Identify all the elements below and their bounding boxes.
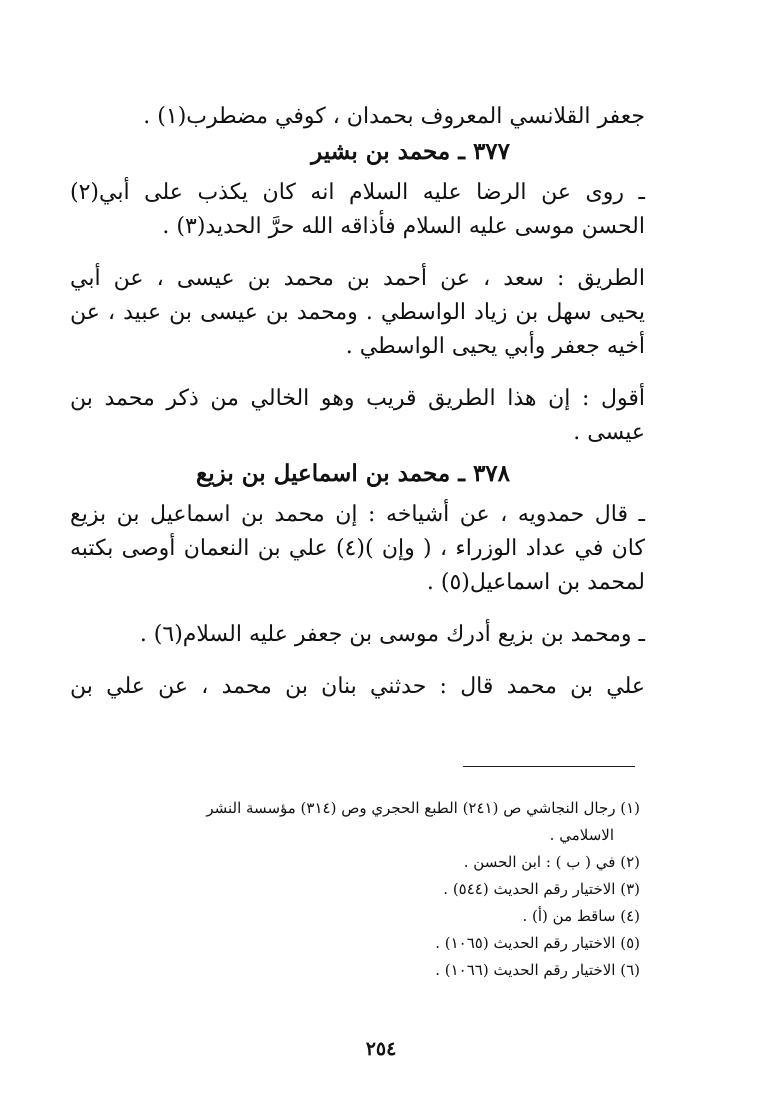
footnote-2: (٢) في ( ب ) : ابن الحسن . xyxy=(463,853,640,871)
body-line: كان في عداد الوزراء ، ( وإن )(٤) علي بن النعمان أوصى بكتبه xyxy=(70,536,645,561)
body-line: علي بن محمد قال : حدثني بنان بن محمد ، عن علي بن xyxy=(70,674,645,699)
footnote-6: (٦) الاختيار رقم الحديث (١٠٦٦) . xyxy=(435,961,640,979)
body-line: أقول : إن هذا الطريق قريب وهو الخالي من ذكر محمد بن xyxy=(70,386,645,411)
footnote-3: (٣) الاختيار رقم الحديث (٥٤٤) . xyxy=(443,880,640,898)
body-line: ـ قال حمدويه ، عن أشياخه : إن محمد بن اسماعيل بن بزيع xyxy=(70,502,645,527)
page-number: ٢٥٤ xyxy=(365,1038,397,1060)
footnote-1: (١) رجال النجاشي ص (٢٤١) الطبع الحجري وص (٣١٤) مؤسسة النشر xyxy=(206,799,640,817)
footnote-4: (٤) ساقط من (أ) . xyxy=(522,907,640,925)
footnote-separator xyxy=(463,766,635,767)
footnote-1-continued: الاسلامي . xyxy=(549,826,614,844)
body-line: لمحمد بن اسماعيل(٥) . xyxy=(426,570,645,595)
body-line: يحيى سهل بن زياد الواسطي . ومحمد بن عيسى بن عبيد ، عن xyxy=(70,300,645,325)
body-line: ـ ومحمد بن بزيع أدرك موسى بن جعفر عليه السلام(٦) . xyxy=(139,622,645,647)
body-line: أخيه جعفر وأبي يحيى الواسطي . xyxy=(345,334,645,359)
body-line: الطريق : سعد ، عن أحمد بن محمد بن عيسى ، عن أبي xyxy=(70,266,645,291)
body-line: جعفر القلانسي المعروف بحمدان ، كوفي مضطرب(١) . xyxy=(143,104,645,129)
entry-heading-377: ٣٧٧ ـ محمد بن بشير xyxy=(311,138,510,165)
footnote-5: (٥) الاختيار رقم الحديث (١٠٦٥) . xyxy=(435,934,640,952)
body-line: عيسى . xyxy=(573,420,645,445)
entry-heading-378: ٣٧٨ ـ محمد بن اسماعيل بن بزيع xyxy=(196,460,510,487)
footnotes xyxy=(125,795,640,984)
body-line: الحسن موسى عليه السلام فأذاقه الله حرَّ الحديد(٣) . xyxy=(162,214,645,239)
page-body xyxy=(70,100,645,704)
body-line: ـ روى عن الرضا عليه السلام انه كان يكذب على أبي(٢) xyxy=(70,180,645,205)
